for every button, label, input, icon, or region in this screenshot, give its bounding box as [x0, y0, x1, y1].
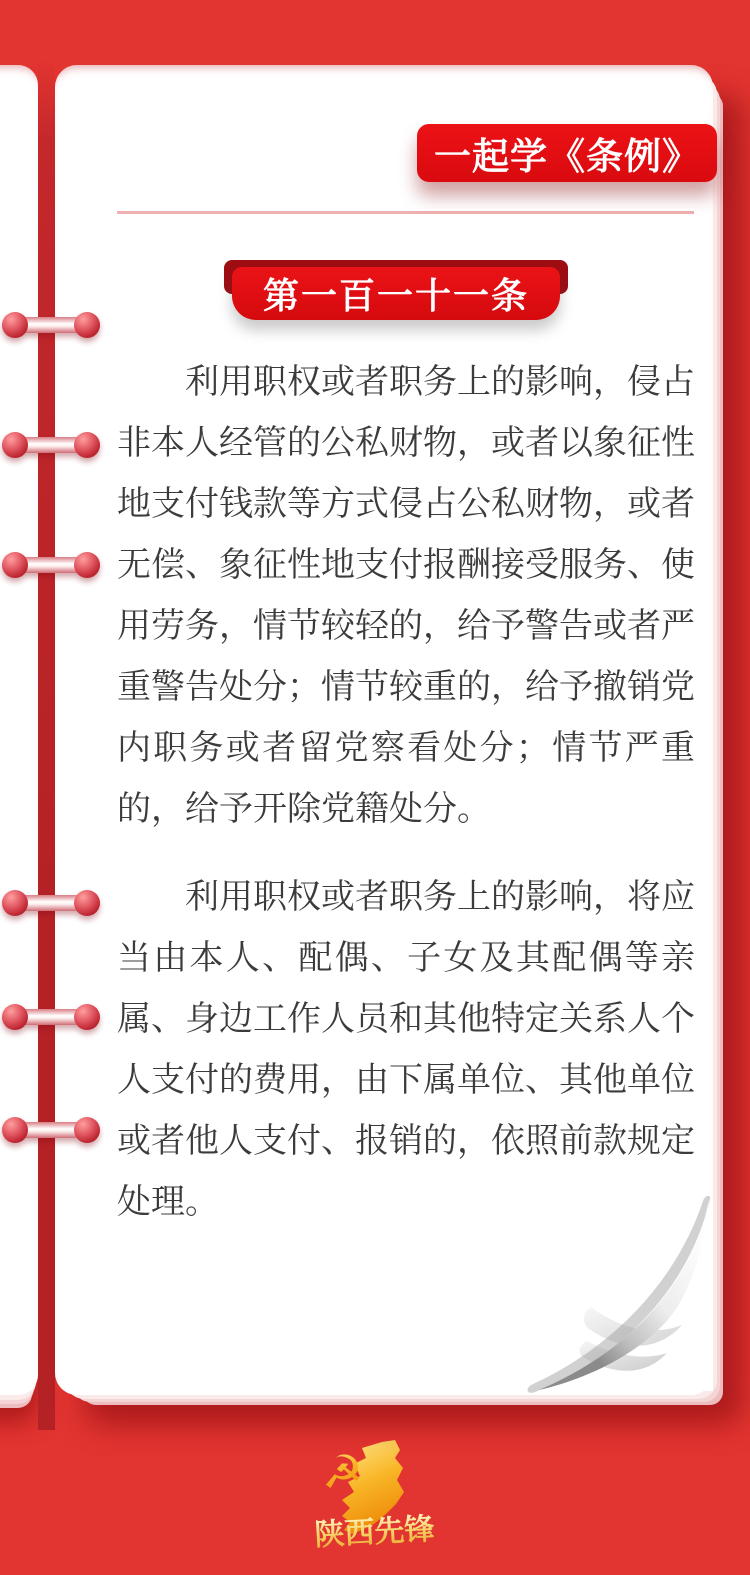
party-emblem-icon: ☭: [322, 1445, 364, 1499]
learn-regulations-banner: [417, 124, 717, 182]
binder-ring: [2, 552, 100, 578]
paragraph-1: 利用职权或者职务上的影响，侵占非本人经管的公私财物，或者以象征性地支付钱款等方式侵占公私财物，或者无偿、象征性地支付报酬接受服务、使用劳务，情节较轻的，给予警告或者严重警告处分；情节较重的，给予撤销党内职务或者留党察看处分；情节严重的，给予开除党籍处分。: [117, 363, 695, 828]
binder-ring: [2, 312, 100, 338]
divider-line: [117, 211, 694, 214]
left-page-edge: [0, 65, 38, 1395]
binder-ring: [2, 432, 100, 458]
banner-label: 一起学《条例》: [434, 136, 700, 177]
binder-ring: [2, 1117, 100, 1143]
article-body: [117, 352, 695, 1233]
binder-ring: [2, 1004, 100, 1030]
logo-text: 陕西先锋: [313, 1512, 436, 1553]
footer-logo: [300, 1440, 450, 1558]
badge-label: 第一百一十一条: [262, 275, 529, 316]
article-number-badge: [232, 267, 560, 320]
paragraph-2: 利用职权或者职务上的影响，将应当由本人、配偶、子女及其配偶等亲属、身边工作人员和其他特定关系人个人支付的费用，由下属单位、其他单位或者他人支付、报销的，依照前款规定处理。: [117, 878, 695, 1221]
binder-ring: [2, 890, 100, 916]
notebook-spine: [38, 60, 55, 1430]
